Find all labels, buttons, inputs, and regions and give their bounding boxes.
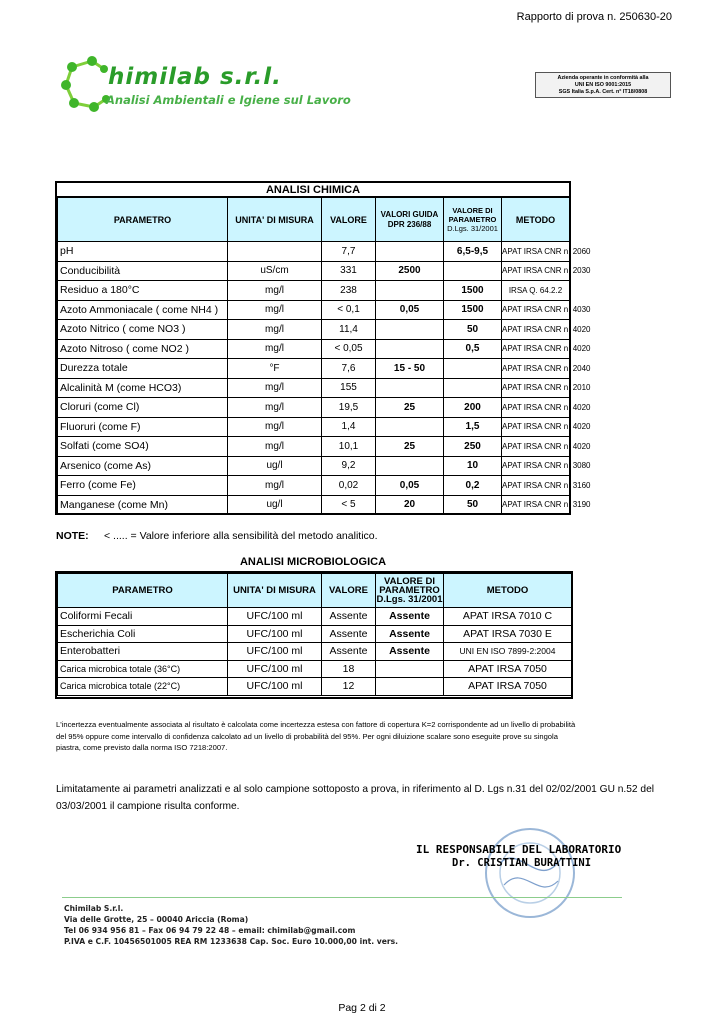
cell-valore-parametro: Assente <box>376 608 444 626</box>
cell-metodo: IRSA Q. 64.2.2 <box>502 281 570 301</box>
cell-parametro: Manganese (come Mn) <box>58 495 228 515</box>
cell-valore: 7,7 <box>322 242 376 262</box>
company-tagline: Analisi Ambientali e Igiene sul Lavoro <box>106 93 351 107</box>
cell-valore: 0,02 <box>322 476 376 496</box>
cell-metodo: APAT IRSA CNR n. 2060 <box>502 242 570 262</box>
col-dlgs: D.Lgs. 31/2001 <box>376 594 443 605</box>
cell-metodo: APAT IRSA CNR n. 3190 <box>502 495 570 515</box>
cell-unita: UFC/100 ml <box>228 643 322 661</box>
cell-parametro: Enterobatteri <box>58 643 228 661</box>
page-number: Pag 2 di 2 <box>338 1002 386 1014</box>
col-valore: VALORE <box>322 198 376 242</box>
table-row <box>58 417 570 437</box>
cell-valore-parametro: 1500 <box>444 300 502 320</box>
table-row <box>58 261 570 281</box>
cell-valore-parametro: 1,5 <box>444 417 502 437</box>
cell-unita: mg/l <box>228 437 322 457</box>
cell-parametro: Solfati (come SO4) <box>58 437 228 457</box>
cell-unita <box>228 242 322 262</box>
col-unita: UNITA' DI MISURA <box>228 574 322 608</box>
cell-valore-parametro: 1500 <box>444 281 502 301</box>
microbio-analysis-section <box>55 571 573 699</box>
table-row <box>58 625 572 643</box>
table-row <box>58 281 570 301</box>
certification-box <box>535 72 671 98</box>
cell-valore-guida: 0,05 <box>376 300 444 320</box>
cell-parametro: Conducibilità <box>58 261 228 281</box>
col-metodo: METODO <box>444 574 572 608</box>
cell-valore-guida: 20 <box>376 495 444 515</box>
cell-unita: mg/l <box>228 378 322 398</box>
cell-metodo: APAT IRSA CNR n. 4020 <box>502 417 570 437</box>
cell-unita: UFC/100 ml <box>228 625 322 643</box>
cell-metodo: APAT IRSA 7030 E <box>444 625 572 643</box>
chemical-analysis-section <box>55 181 591 515</box>
cert-line: Azienda operante in conformità alla <box>557 75 649 81</box>
cell-parametro: Coliformi Fecali <box>58 608 228 626</box>
cell-metodo: APAT IRSA 7050 <box>444 678 572 696</box>
cell-valore-parametro: Assente <box>376 643 444 661</box>
cell-valore-parametro <box>444 261 502 281</box>
cell-unita: mg/l <box>228 300 322 320</box>
table-row <box>58 398 570 418</box>
table-row <box>58 456 570 476</box>
cell-metodo: APAT IRSA CNR n. 3080 <box>502 456 570 476</box>
cell-valore-parametro <box>444 359 502 379</box>
cell-metodo: UNI EN ISO 7899-2:2004 <box>444 643 572 661</box>
cell-valore-parametro: 10 <box>444 456 502 476</box>
col-valore-parametro-label: VALORE DI PARAMETRO <box>448 206 497 224</box>
note-label: NOTE: <box>56 530 89 542</box>
table-header-row <box>58 198 570 242</box>
cell-parametro: Carica microbica totale (22°C) <box>58 678 228 696</box>
col-valore-parametro-label: VALORE DI PARAMETRO <box>379 576 440 596</box>
table-row <box>58 437 570 457</box>
footer-line: Tel 06 934 956 81 – Fax 06 94 79 22 48 – email: chimilab@gmail.com <box>64 926 356 935</box>
cell-valore-guida: 25 <box>376 398 444 418</box>
footer-line: P.IVA e C.F. 10456501005 REA RM 1233638 Cap. Soc. Euro 10.000,00 int. vers. <box>64 937 399 946</box>
table-row <box>58 660 572 678</box>
cell-valore: 331 <box>322 261 376 281</box>
cert-line: UNI EN ISO 9001:2015 <box>574 82 632 88</box>
cell-metodo: APAT IRSA CNR n. 2040 <box>502 359 570 379</box>
cell-metodo: APAT IRSA CNR n. 3160 <box>502 476 570 496</box>
footer-address <box>64 903 398 947</box>
cell-unita: mg/l <box>228 320 322 340</box>
cell-valore-guida <box>376 339 444 359</box>
cell-metodo: APAT IRSA CNR n. 4020 <box>502 437 570 457</box>
cell-valore-guida: 2500 <box>376 261 444 281</box>
cell-valore: 238 <box>322 281 376 301</box>
cell-valore-parametro: 50 <box>444 320 502 340</box>
table-header-row <box>58 574 572 608</box>
cell-parametro: Fluoruri (come F) <box>58 417 228 437</box>
cell-metodo: APAT IRSA CNR n. 4020 <box>502 398 570 418</box>
cell-valore: < 5 <box>322 495 376 515</box>
table-row <box>58 242 570 262</box>
cell-metodo: APAT IRSA CNR n. 2030 <box>502 261 570 281</box>
table-row <box>58 643 572 661</box>
cell-parametro: Ferro (come Fe) <box>58 476 228 496</box>
cell-valore-parametro: 250 <box>444 437 502 457</box>
cell-valore: < 0,1 <box>322 300 376 320</box>
cell-valore-guida <box>376 242 444 262</box>
cell-valore: 9,2 <box>322 456 376 476</box>
cell-parametro: Residuo a 180°C <box>58 281 228 301</box>
col-dlgs: D.Lgs. 31/2001 <box>447 224 498 233</box>
cell-parametro: Durezza totale <box>58 359 228 379</box>
cell-parametro: Azoto Nitroso ( come NO2 ) <box>58 339 228 359</box>
cell-metodo: APAT IRSA 7050 <box>444 660 572 678</box>
cell-metodo: APAT IRSA CNR n. 4030 <box>502 300 570 320</box>
cell-unita: uS/cm <box>228 261 322 281</box>
table-row <box>58 320 570 340</box>
note-text: < ..... = Valore inferiore alla sensibilità del metodo analitico. <box>104 530 378 542</box>
company-name: himilab s.r.l. <box>108 64 282 90</box>
col-valore-parametro <box>376 574 444 608</box>
cell-valore: 12 <box>322 678 376 696</box>
cell-parametro: pH <box>58 242 228 262</box>
cell-unita: mg/l <box>228 476 322 496</box>
cell-parametro: Alcalinità M (come HCO3) <box>58 378 228 398</box>
cell-valore-parametro: 200 <box>444 398 502 418</box>
cell-valore-guida: 25 <box>376 437 444 457</box>
table-row <box>58 495 570 515</box>
cell-valore-guida: 0,05 <box>376 476 444 496</box>
cell-valore: 7,6 <box>322 359 376 379</box>
cell-valore: 10,1 <box>322 437 376 457</box>
cell-parametro: Cloruri (come Cl) <box>58 398 228 418</box>
cell-parametro: Escherichia Coli <box>58 625 228 643</box>
cell-valore-parametro <box>444 378 502 398</box>
conformity-statement: Limitatamente ai parametri analizzati e al solo campione sottoposto a prova, in riferimento al D. Lgs n.31 del 02/02/2001 GU n.52 del 03/03/2001 il campione risulta conforme. <box>56 784 655 812</box>
cell-valore-parametro: 50 <box>444 495 502 515</box>
cell-valore: Assente <box>322 625 376 643</box>
cell-parametro: Azoto Ammoniacale ( come NH4 ) <box>58 300 228 320</box>
lab-stamp-icon <box>480 823 580 923</box>
cell-unita: UFC/100 ml <box>228 660 322 678</box>
table-row <box>58 476 570 496</box>
cell-valore-parametro: 0,5 <box>444 339 502 359</box>
col-valori-guida: VALORI GUIDA DPR 236/88 <box>376 198 444 242</box>
col-valore: VALORE <box>322 574 376 608</box>
footer-line: Via delle Grotte, 25 – 00040 Ariccia (Roma) <box>64 915 249 924</box>
cell-valore: 11,4 <box>322 320 376 340</box>
cert-line: SGS Italia S.p.A. Cert. n° IT18/0808 <box>558 89 648 95</box>
cell-unita: mg/l <box>228 398 322 418</box>
cell-parametro: Carica microbica totale (36°C) <box>58 660 228 678</box>
microbio-table <box>57 573 572 696</box>
cell-metodo: APAT IRSA 7010 C <box>444 608 572 626</box>
cell-valore-guida <box>376 417 444 437</box>
cell-valore: 1,4 <box>322 417 376 437</box>
microbio-title: ANALISI MICROBIOLOGICA <box>239 556 387 568</box>
footer-line: Chimilab S.r.l. <box>64 904 124 913</box>
cell-unita: mg/l <box>228 281 322 301</box>
cell-valore: Assente <box>322 608 376 626</box>
col-unita: UNITA' DI MISURA <box>228 198 322 242</box>
chemical-title: ANALISI CHIMICA <box>57 183 569 197</box>
cell-unita: °F <box>228 359 322 379</box>
footer-divider <box>62 897 622 898</box>
cell-valore-parametro <box>376 660 444 678</box>
cell-metodo: APAT IRSA CNR n. 4020 <box>502 320 570 340</box>
col-metodo: METODO <box>502 198 570 242</box>
cell-unita: UFC/100 ml <box>228 608 322 626</box>
cell-unita: mg/l <box>228 339 322 359</box>
cell-valore-parametro: Assente <box>376 625 444 643</box>
col-valore-parametro <box>444 198 502 242</box>
cell-unita: ug/l <box>228 456 322 476</box>
signatory-name: Dr. CRISTIAN BURATTINI <box>452 857 592 869</box>
cell-valore-parametro: 0,2 <box>444 476 502 496</box>
table-row <box>58 608 572 626</box>
cell-valore: < 0,05 <box>322 339 376 359</box>
table-row <box>58 339 570 359</box>
cell-valore: Assente <box>322 643 376 661</box>
cell-metodo: APAT IRSA CNR n. 2010 <box>502 378 570 398</box>
col-parametro: PARAMETRO <box>58 198 228 242</box>
chemical-table <box>57 197 591 515</box>
table-row <box>58 378 570 398</box>
uncertainty-note: L'incertezza eventualmente associata al risultato è calcolata come incertezza estesa con fattore di copertura K=2 corrispondente ad un livello di probabilità del 95% oppure come intervallo di confidenza calcolato ad un livello di probabilità del 95%. Per ogni diluizione scalare sono eseguite prove su singola piastra, come previsto dalla norma ISO 7218:2007. <box>56 720 576 752</box>
cell-metodo: APAT IRSA CNR n. 4020 <box>502 339 570 359</box>
cell-valore: 18 <box>322 660 376 678</box>
cell-unita: UFC/100 ml <box>228 678 322 696</box>
cell-valore-guida <box>376 320 444 340</box>
table-row <box>58 300 570 320</box>
col-parametro: PARAMETRO <box>58 574 228 608</box>
cell-valore-guida <box>376 281 444 301</box>
cell-parametro: Azoto Nitrico ( come NO3 ) <box>58 320 228 340</box>
cell-valore-guida <box>376 378 444 398</box>
cell-valore: 19,5 <box>322 398 376 418</box>
signatory-title: IL RESPONSABILE DEL LABORATORIO <box>416 843 622 856</box>
cell-valore-guida: 15 - 50 <box>376 359 444 379</box>
report-number: Rapporto di prova n. 250630-20 <box>516 11 672 23</box>
table-row <box>58 359 570 379</box>
cell-unita: ug/l <box>228 495 322 515</box>
cell-valore-guida <box>376 456 444 476</box>
cell-valore: 155 <box>322 378 376 398</box>
cell-valore-parametro: 6,5-9,5 <box>444 242 502 262</box>
cell-valore-parametro <box>376 678 444 696</box>
cell-parametro: Arsenico (come As) <box>58 456 228 476</box>
cell-unita: mg/l <box>228 417 322 437</box>
table-row <box>58 678 572 696</box>
